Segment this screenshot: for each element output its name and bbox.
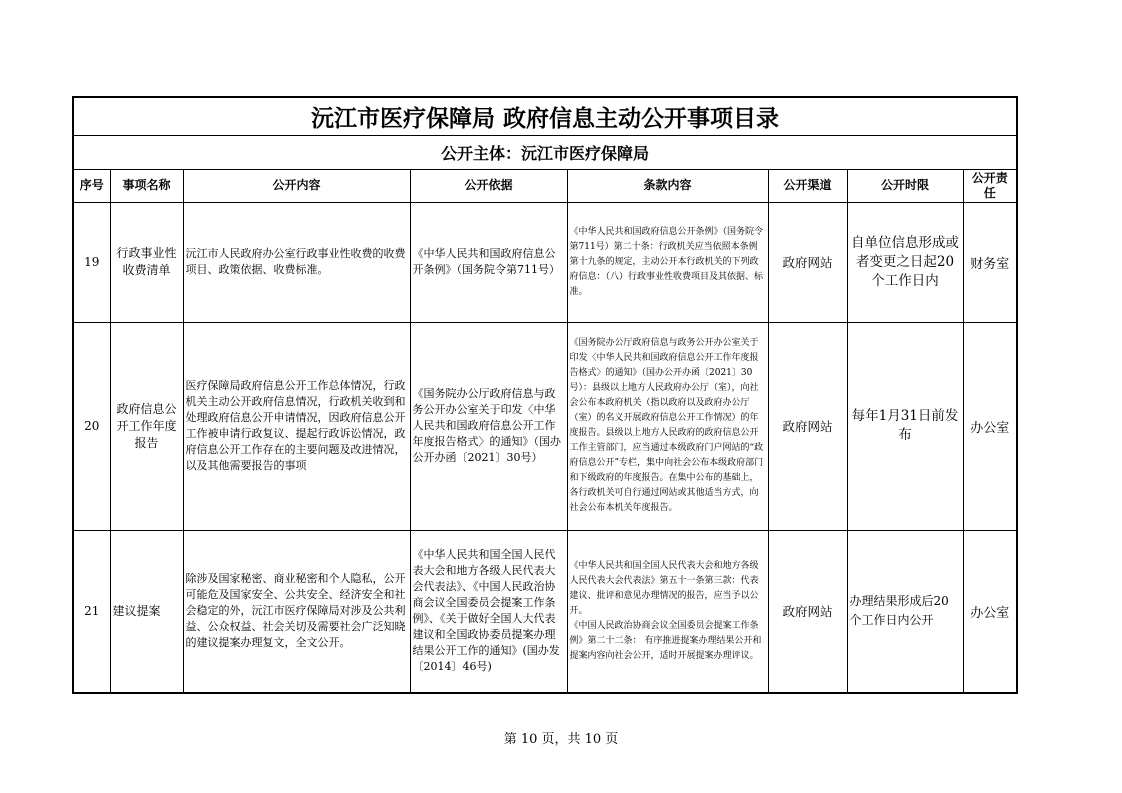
page-title: 沅江市医疗保障局 政府信息主动公开事项目录 <box>73 97 1017 135</box>
item-basis: 《中华人民共和国全国人民代表大会和地方各级人民代表大会代表法》、《中国人民政治协商会议全国委员会提案工作条例》、《关于做好全国人大代表建议和全国政协委员提案办理结果公开工作的通知》(国办发〔2014〕46号) <box>410 530 567 693</box>
row-number: 19 <box>73 202 110 322</box>
row-number: 20 <box>73 322 110 530</box>
page-number: 第 10 页，共 10 页 <box>503 732 619 747</box>
item-time-limit: 自单位信息形成或者变更之日起20个工作日内 <box>847 202 963 322</box>
item-name: 行政事业性收费清单 <box>110 202 183 322</box>
header-cell: 公开时限 <box>847 169 963 202</box>
table-row <box>73 322 1017 530</box>
item-name: 政府信息公开工作年度报告 <box>110 322 183 530</box>
item-basis: 《国务院办公厅政府信息与政务公开办公室关于印发〈中华人民共和国政府信息公开工作年度报告格式〉的通知》（国办公开办函〔2021〕30号） <box>410 322 567 530</box>
item-name: 建议提案 <box>110 530 183 693</box>
item-content: 医疗保障局政府信息公开工作总体情况，行政机关主动公开政府信息情况，行政机关收到和处理政府信息公开申请情况，因政府信息公开工作被申请行政复议、提起行政诉讼情况，政府信息公开工作存在的主要问题及改进情况，以及其他需要报告的事项 <box>183 322 410 530</box>
header-cell: 公开责任 <box>963 169 1017 202</box>
item-content: 沅江市人民政府办公室行政事业性收费的收费项目、政策依据、收费标准。 <box>183 202 410 322</box>
item-responsible: 办公室 <box>963 530 1017 693</box>
item-content: 除涉及国家秘密、商业秘密和个人隐私，公开可能危及国家安全、公共安全、经济安全和社会稳定的外，沅江市医疗保障局对涉及公共利益、公众权益、社会关切及需要社会广泛知晓的建议提案办理复文，全文公开。 <box>183 530 410 693</box>
item-channel: 政府网站 <box>768 202 847 322</box>
table-row <box>73 530 1017 693</box>
item-basis: 《中华人民共和国政府信息公开条例》（国务院令第711号） <box>410 202 567 322</box>
header-cell: 公开内容 <box>183 169 410 202</box>
header-row <box>73 169 1017 202</box>
row-number: 21 <box>73 530 110 693</box>
item-channel: 政府网站 <box>768 322 847 530</box>
item-responsible: 财务室 <box>963 202 1017 322</box>
item-clause: 《中华人民共和国政府信息公开条例》（国务院令第711号）第二十条：行政机关应当依照本条例第十九条的规定，主动公开本行政机关的下列政府信息：（八）行政事业性收费项目及其依据、标准。 <box>567 202 768 322</box>
item-time-limit: 每年1月31日前发布 <box>847 322 963 530</box>
table-row <box>73 202 1017 322</box>
header-cell: 公开依据 <box>410 169 567 202</box>
item-responsible: 办公室 <box>963 322 1017 530</box>
header-cell: 序号 <box>73 169 110 202</box>
item-clause: 《国务院办公厅政府信息与政务公开办公室关于印发〈中华人民共和国政府信息公开工作年度报告格式〉的通知》（国办公开办函〔2021〕30号）：县级以上地方人民政府办公厅（室），向社会公布本政府机关（指以政府以及政府办公厅（室）的名义开展政府信息公开工作情况）的年度报告。县级以上地方人民政府的政府信息公开工作主管部门，应当通过本级政府门户网站的“政府信息公开”专栏，集中向社会公布本级政府部门和下级政府的年度报告。在集中公布的基础上，各行政机关可自行通过网站或其他适当方式，向社会公布本机关年度报告。 <box>567 322 768 530</box>
header-cell: 公开渠道 <box>768 169 847 202</box>
subtitle: 公开主体：沅江市医疗保障局 <box>73 135 1017 169</box>
catalog-table <box>72 96 1018 694</box>
item-channel: 政府网站 <box>768 530 847 693</box>
item-clause: 《中华人民共和国全国人民代表大会和地方各级人民代表大会代表法》第五十一条第三款：代表建议、批评和意见办理情况的报告，应当予以公开。 《中国人民政治协商会议全国委员会提案工作条例》第二十二条： 有序推进提案办理结果公开和提案内容向社会公开，适时开展提案办理评议。 <box>567 530 768 693</box>
item-time-limit: 办理结果形成后20个工作日内公开 <box>847 530 963 693</box>
header-cell: 事项名称 <box>110 169 183 202</box>
header-cell: 条款内容 <box>567 169 768 202</box>
